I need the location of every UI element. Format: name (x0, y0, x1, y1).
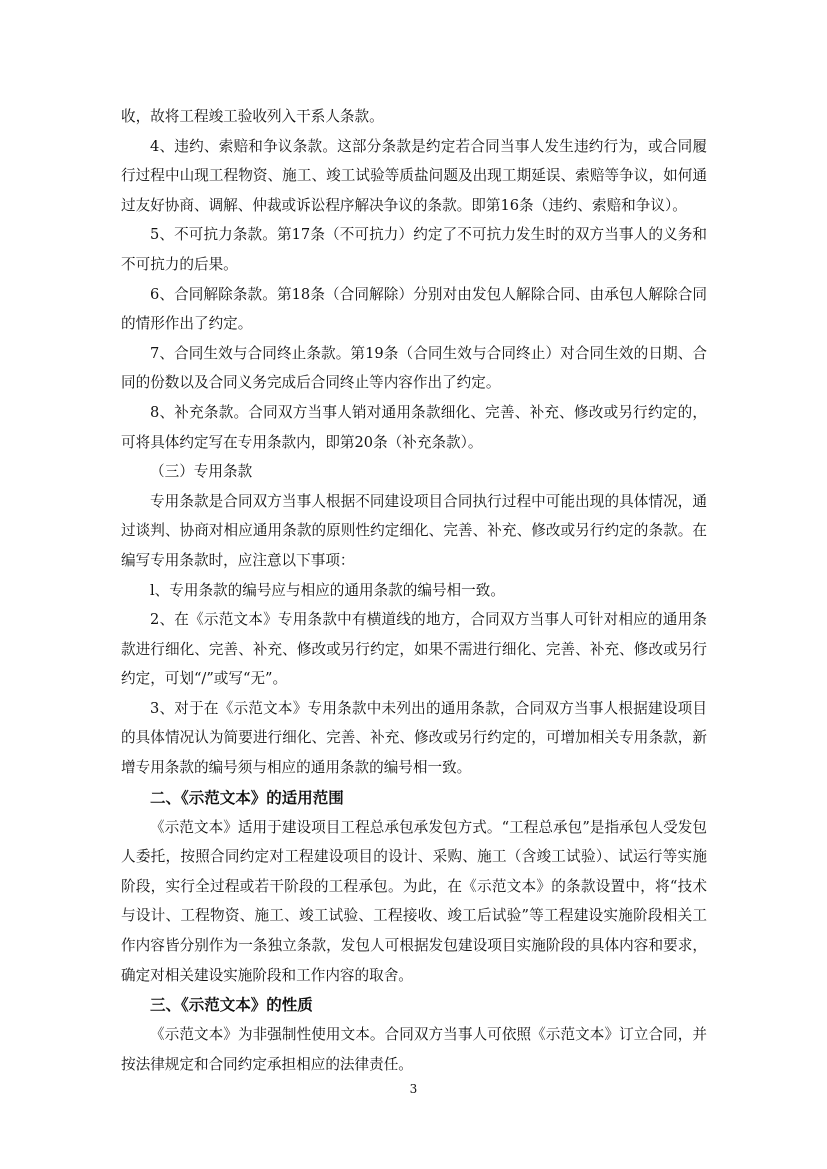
paragraph-continuation: 收，故将工程竣工验收列入干系人条款。 (121, 108, 384, 125)
paragraph-item-4: 4、违约、索赔和争议条款。这部分条款是约定若合同当事人发生违约行为，或合同履行过程中山现工程物资、施工、竣工试验等质盐问题及出现工期延误、索赔等争议，如何通过友好协商、调解、仲裁或诉讼程序解决争议的条款。即第16条（违约、索赔和争议）。 (121, 137, 707, 214)
paragraph-nature: 《示范文本》为非强制性使用文本。合同双方当事人可依照《示范文本》订立合同，并按法律规定和合同约定承担相应的法律责任。 (121, 1026, 707, 1073)
paragraph-note-2: 2、在《示范文本》专用条款中有横道线的地方，合同双方当事人可针对相应的通用条款进行细化、完善、补充、修改或另行约定，如果不需进行细化、完善、补充、修改或另行约定，可划“/”或写“无”。 (121, 611, 707, 688)
paragraph-item-5: 5、不可抗力条款。第17条（不可抗力）约定了不可抗力发生时的双方当事人的义务和不可抗力的后果。 (121, 226, 707, 273)
paragraph-note-1: l、专用条款的编号应与相应的通用条款的编号相一致。 (150, 581, 505, 599)
paragraph-item-8: 8、补充条款。合同双方当事人销对通用条款细化、完善、补充、修改或另行约定的，可将具体约定写在专用条款内，即第20条（补充条款）。 (121, 403, 707, 451)
paragraph-scope: 《示范文本》适用于建设项目工程总承包承发包方式。“工程总承包”是指承包人受发包人委托，按照合同约定对工程建设项目的设计、采购、施工（含竣工试验）、试运行等实施阶段，实行全过程或若干阶段的工程承包。为此，在《示范文本》的条款设置中，将“技术与设计、工程物资、施工、竣工试验、工程接收、竣工后试验”等工程建设实施阶段相关工作内容皆分别作为一条独立条款，发包人可根据发包建设项目实施阶段的具体内容和要求，确定对相关建设实施阶段和工作内容的取舍。 (121, 818, 707, 984)
paragraph-special-terms: 专用条款是合同双方当事人根据不同建设项目合同执行过程中可能出现的具体情况，通过谈判、协商对相应通用条款的原则性约定细化、完善、补充、修改或另行约定的条款。在编写专用条款时，应注意以下事项： (121, 492, 707, 569)
subsection-heading: （三）专用条款 (150, 463, 253, 481)
section-heading-nature: 三、《示范文本》的性质 (150, 996, 313, 1015)
paragraph-item-7: 7、合同生效与合同终止条款。第19条（合同生效与合同终止）对合同生效的日期、合同的份数以及合同义务完成后合同终止等内容作出了约定。 (121, 344, 707, 392)
paragraph-note-3: 3、对于在《示范文本》专用条款中未列出的通用条款，合同双方当事人根据建设项目的具体情况认为简要进行细化、完善、补充、修改或另行约定的，可增加相关专用条款，新增专用条款的编号须与相应的通用条款的编号相一致。 (121, 699, 707, 777)
section-heading-scope: 二、《示范文本》的适用范围 (150, 788, 344, 807)
document-body (121, 102, 707, 1079)
paragraph-item-6: 6、合同解除条款。第18条（合同解除）分别对由发包人解除合同、由承包人解除合同的情形作出了约定。 (121, 285, 707, 333)
page-number: 3 (409, 1082, 418, 1096)
